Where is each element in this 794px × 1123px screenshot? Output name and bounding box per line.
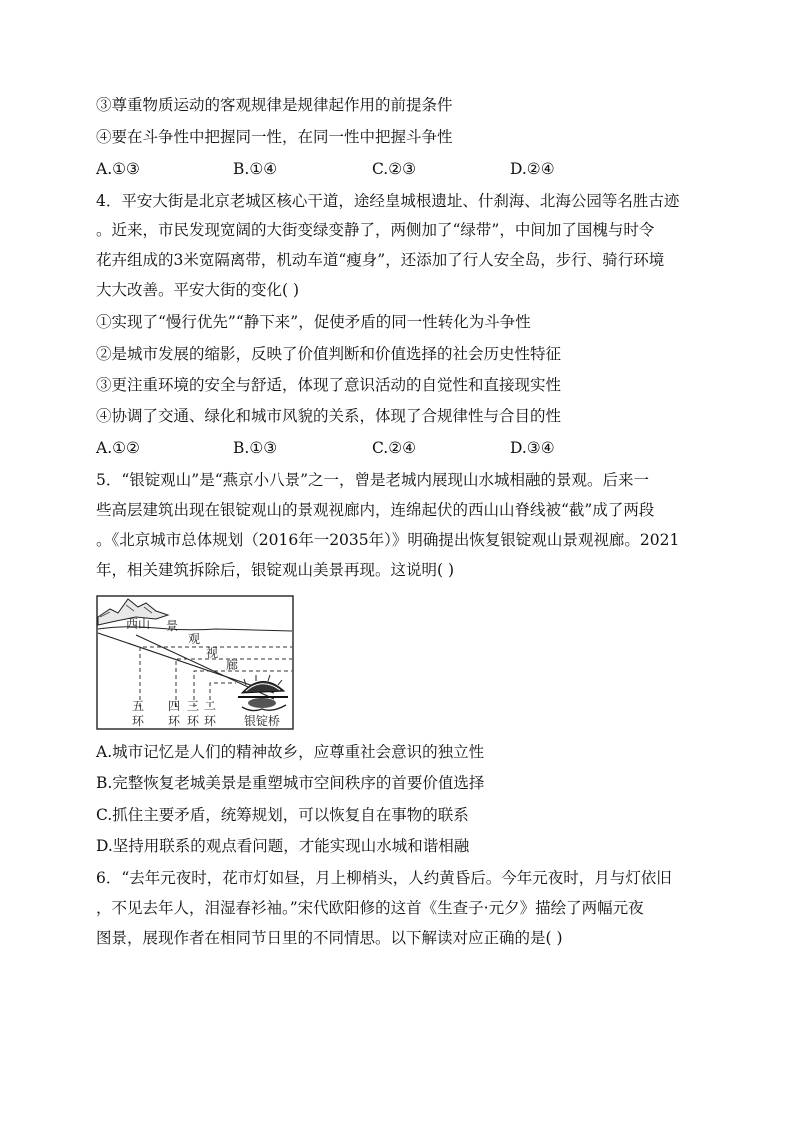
q4-stem-line-4: 大大改善。平安大街的变化( ) [96,281,300,299]
label-ring-3-a: 三 [187,699,200,713]
label-corridor-3: 视 [206,646,219,660]
q6-stem-line-3: 图景，展现作者在相同节日里的不同情思。以下解读对应正确的是( ) [96,929,563,947]
label-ring-5-a: 五 [132,699,145,713]
q4-option-b[interactable]: B.①③ [233,439,278,457]
q6-stem-line-2: ，不见去年人，泪湿春衫袖。”宋代欧阳修的这首《生查子·元夕》描绘了两幅元夜 [96,899,644,917]
label-corridor-2: 观 [188,632,201,646]
label-corridor-4: 廊 [226,658,239,672]
q4-item-4: ④协调了交通、绿化和城市风貌的关系，体现了合规律性与合目的性 [96,407,562,425]
q4-option-c[interactable]: C.②④ [372,439,417,457]
q4-item-2: ②是城市发展的缩影，反映了价值判断和价值选择的社会历史性特征 [96,345,562,363]
q5-option-c[interactable]: C.抓住主要矛盾，统筹规划，可以恢复自在事物的联系 [96,806,469,824]
q4-option-a[interactable]: A.①② [96,439,140,457]
q3-option-d[interactable]: D.②④ [510,160,555,178]
q6-stem-line-1: 6．“去年元夜时，花市灯如昼，月上柳梢头，人约黄昏后。今年元夜时，月与灯依旧 [96,869,672,887]
label-ring-4-a: 四 [168,699,181,713]
q5-option-a[interactable]: A.城市记忆是人们的精神故乡，应尊重社会意识的独立性 [96,743,485,761]
q4-stem-line-3: 花卉组成的3米宽隔离带，机动车道“瘦身”，还添加了行人安全岛，步行、骑行环境 [96,251,665,269]
label-ring-4-b: 环 [168,714,181,728]
label-ring-2-b: 环 [204,714,217,728]
q3-item-3: ③尊重物质运动的客观规律是规律起作用的前提条件 [96,96,453,114]
q5-option-b[interactable]: B.完整恢复老城美景是重塑城市空间秩序的首要价值选择 [96,774,485,792]
q5-option-d[interactable]: D.坚持用联系的观点看问题，才能实现山水城和谐相融 [96,837,470,855]
yinding-view-corridor-figure [96,595,296,731]
label-ring-5-b: 环 [132,714,145,728]
q3-option-a[interactable]: A.①③ [96,160,140,178]
q5-stem-line-1: 5．“银锭观山”是“燕京小八景”之一，曾是老城内展现山水城相融的景观。后来一 [96,471,650,489]
q5-stem-line-3: 。《北京城市总体规划（2016年一2035年）》明确提出恢复银锭观山景观视廊。2021 [96,531,680,549]
q4-option-d[interactable]: D.③④ [510,439,555,457]
q4-item-1: ①实现了“慢行优先”“静下来”，促使矛盾的同一性转化为斗争性 [96,313,531,331]
q3-option-b[interactable]: B.①④ [233,160,278,178]
label-xishan: 西山 [126,617,151,631]
q5-stem-line-2: 些高层建筑出现在银锭观山的景观视廊内，连绵起伏的西山山脊线被“截”成了两段 [96,501,655,519]
q4-stem-line-1: 4．平安大街是北京老城区核心干道，途经皇城根遗址、什刹海、北海公园等名胜古迹 [96,192,680,210]
q3-item-4: ④要在斗争性中把握同一性，在同一性中把握斗争性 [96,128,453,146]
label-corridor-1: 景 [166,619,179,633]
q4-stem-line-2: 。近来，市民发现宽阔的大街变绿变静了，两侧加了“绿带”，中间加了国槐与时令 [96,221,655,239]
q4-item-3: ③更注重环境的安全与舒适，体现了意识活动的自觉性和直接现实性 [96,376,562,394]
q5-stem-line-4: 年，相关建筑拆除后，银锭观山美景再现。这说明( ) [96,561,455,579]
label-yinding-bridge: 银锭桥 [244,714,281,728]
label-ring-2-a: 二 [204,699,217,713]
label-ring-3-b: 环 [187,714,200,728]
q3-option-c[interactable]: C.②③ [372,160,417,178]
